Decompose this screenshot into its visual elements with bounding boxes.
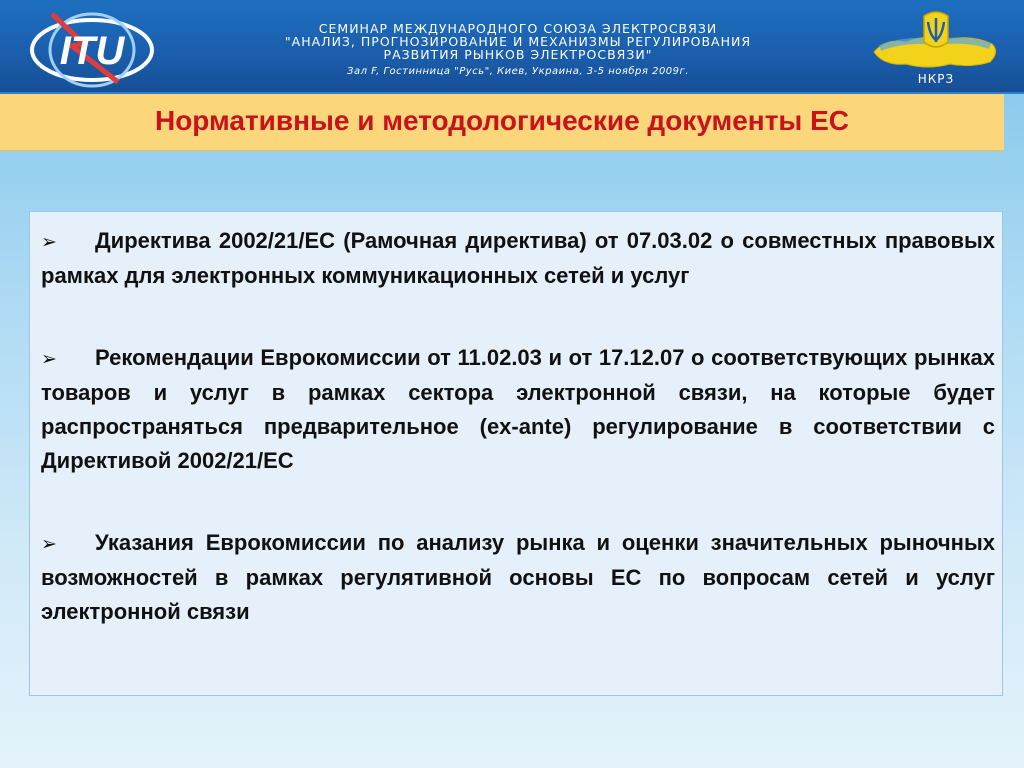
itu-logo (22, 6, 162, 88)
list-item (41, 341, 995, 478)
list-item-text: Указания Еврокомиссии по анализу рынка и оценки значительных рыночных возможностей в рамках регулятивной основы ЕС по вопросам сетей и услуг электронной связи (41, 530, 995, 624)
content-box (29, 211, 1003, 696)
seminar-line: РАЗВИТИЯ РЫНКОВ ЭЛЕКТРОСВЯЗИ" (383, 47, 653, 62)
list-item (41, 224, 995, 293)
arrow-bullet-icon: ➢ (41, 231, 57, 253)
seminar-line: "АНАЛИЗ, ПРОГНОЗИРОВАНИЕ И МЕХАНИЗМЫ РЕГУЛИРОВАНИЯ (284, 34, 752, 49)
header-banner (0, 0, 1024, 94)
seminar-title (178, 22, 858, 78)
page-title: Нормативные и методологические документы ЕС (154, 105, 850, 136)
arrow-bullet-icon: ➢ (41, 533, 57, 555)
document-list (41, 224, 995, 629)
itu-logo-text: ITU (59, 29, 125, 73)
nkrz-label: НКРЗ (917, 72, 955, 86)
list-item (41, 526, 995, 629)
list-item-text: Директива 2002/21/ЕС (Рамочная директива) от 07.03.02 о совместных правовых рамках для электронных коммуникационных сетей и услуг (41, 228, 995, 288)
title-bar (0, 94, 1004, 151)
list-item-text: Рекомендации Еврокомиссии от 11.02.03 и от 17.12.07 о соответствующих рынках товаров и услуг в рамках сектора электронной связи, на которые будет распространяться предварительное (ex-ante) регулирование в соответствии с Директивой 2002/21/ЕС (41, 345, 995, 473)
arrow-bullet-icon: ➢ (41, 348, 57, 370)
seminar-venue: Зал F, Гостинница "Русь", Киев, Украина, 3-5 ноября 2009г. (347, 66, 689, 77)
seminar-line: СЕМИНАР МЕЖДУНАРОДНОГО СОЮЗА ЭЛЕКТРОСВЯЗИ (318, 21, 718, 36)
